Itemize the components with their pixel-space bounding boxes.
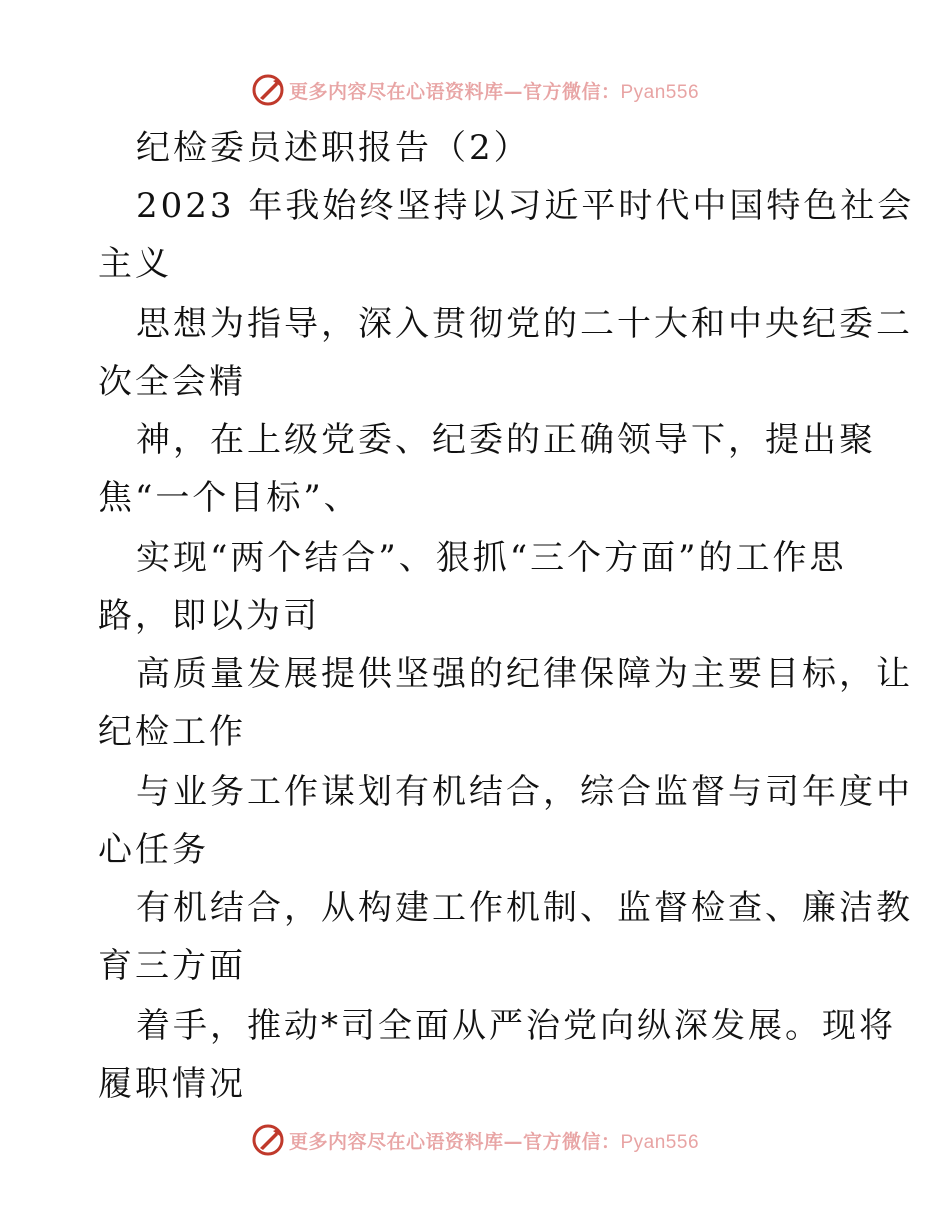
red-quill-seal-icon [251,1123,285,1157]
paragraph-line: 路，即以为司 [98,596,320,636]
paragraph-line: 与业务工作谋划有机结合，综合监督与司年度中 [136,772,913,812]
header-banner-text: 更多内容尽在心语资料库—官方微信：Pyan556 [288,80,700,103]
paragraph-line: 实现“两个结合”、狠抓“三个方面”的工作思 [136,538,847,578]
footer-banner-text: 更多内容尽在心语资料库—官方微信：Pyan556 [288,1130,700,1153]
paragraph-line: 次全会精 [98,362,246,402]
document-title: 纪检委员述职报告（2） [136,128,531,168]
paragraph-line: 心任务 [98,830,209,870]
header-watermark-banner [0,70,950,110]
paragraph-line: 焦“一个目标”、 [98,478,361,518]
paragraph-line: 神，在上级党委、纪委的正确领导下，提出聚 [136,420,876,460]
red-quill-seal-icon [251,73,285,107]
paragraph-line: 2023 年我始终坚持以习近平时代中国特色社会 [136,186,915,226]
paragraph-line: 有机结合，从构建工作机制、监督检查、廉洁教 [136,888,913,928]
paragraph-line: 主义 [98,244,172,284]
paragraph-line: 履职情况 [98,1064,246,1104]
paragraph-line: 思想为指导，深入贯彻党的二十大和中央纪委二 [136,304,913,344]
paragraph-line: 纪检工作 [98,712,246,752]
footer-watermark-banner [0,1120,950,1160]
paragraph-line: 高质量发展提供坚强的纪律保障为主要目标，让 [136,654,913,694]
paragraph-line: 育三方面 [98,946,246,986]
paragraph-line: 着手，推动*司全面从严治党向纵深发展。现将 [136,1006,896,1046]
